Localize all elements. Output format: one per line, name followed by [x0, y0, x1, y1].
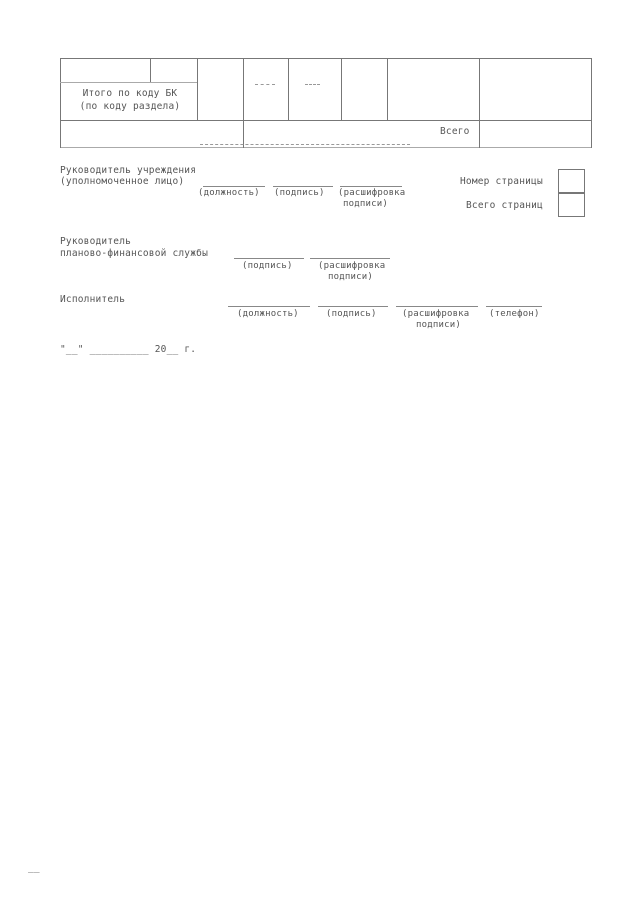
table-dash — [255, 84, 275, 86]
page-number-box[interactable] — [558, 169, 585, 193]
table-col-divider — [387, 58, 388, 120]
date-line — [60, 344, 196, 355]
head-position-caption: (должность) — [198, 188, 260, 198]
head-decode-caption: (расшифровка — [338, 188, 406, 198]
executor-decode-caption-2: подписи) — [416, 320, 461, 330]
head-institution-sublabel: (уполномоченное лицо) — [60, 176, 185, 187]
total-by-section-label: (по коду раздела) — [79, 101, 181, 112]
date-year-suffix: г. — [184, 344, 197, 355]
table-border-left — [60, 58, 61, 148]
table-col-divider — [341, 58, 342, 120]
head-finance-label: Руководитель — [60, 236, 132, 247]
head-signature-caption: (подпись) — [274, 188, 325, 198]
executor-signature-caption: (подпись) — [326, 309, 377, 319]
date-year-blank[interactable]: __ — [166, 344, 179, 355]
head-decode-line — [340, 186, 402, 187]
table-border-bottom — [60, 147, 592, 148]
date-day-blank[interactable]: __ — [65, 344, 78, 355]
table-col-divider — [288, 58, 289, 120]
total-pages-box[interactable] — [558, 193, 585, 217]
finance-signature-line — [234, 258, 304, 259]
executor-position-caption: (должность) — [237, 309, 299, 319]
finance-decode-caption-2: подписи) — [328, 272, 373, 282]
table-inner-line — [60, 82, 197, 83]
footer-mark: __ — [28, 862, 40, 873]
date-year-prefix: 20 — [154, 344, 167, 355]
budget-table — [60, 58, 592, 148]
head-finance-sublabel: планово-финансовой службы — [60, 248, 208, 259]
executor-decode-caption: (расшифровка — [402, 309, 470, 319]
head-decode-caption-2: подписи) — [343, 199, 388, 209]
head-signature-line — [273, 186, 333, 187]
total-pages-label: Всего страниц — [466, 200, 543, 211]
executor-position-line — [228, 306, 310, 307]
finance-signature-caption: (подпись) — [242, 261, 293, 271]
table-border-top — [60, 58, 592, 59]
page-number-label: Номер страницы — [460, 176, 543, 187]
finance-decode-caption: (расшифровка — [318, 261, 386, 271]
finance-decode-line — [310, 258, 390, 259]
table-dash — [200, 144, 410, 146]
grand-total-label: Всего — [440, 126, 470, 137]
table-dash — [305, 84, 320, 86]
table-border-right — [591, 58, 592, 148]
table-col-divider — [197, 58, 198, 120]
table-col-divider — [150, 58, 151, 83]
executor-signature-line — [318, 306, 388, 307]
executor-decode-line — [396, 306, 478, 307]
table-row-divider — [60, 120, 592, 121]
date-month-blank[interactable]: __________ — [89, 344, 149, 355]
table-col-divider — [479, 58, 480, 148]
executor-phone-line — [486, 306, 542, 307]
head-position-line — [203, 186, 265, 187]
table-col-divider — [243, 58, 244, 148]
head-institution-label: Руководитель учреждения — [60, 165, 197, 176]
total-by-code-label: Итого по коду БК — [82, 88, 178, 99]
date-quote-close: " — [77, 344, 84, 355]
executor-label: Исполнитель — [60, 294, 126, 305]
executor-phone-caption: (телефон) — [489, 309, 540, 319]
date-quote-open: " — [60, 344, 66, 355]
